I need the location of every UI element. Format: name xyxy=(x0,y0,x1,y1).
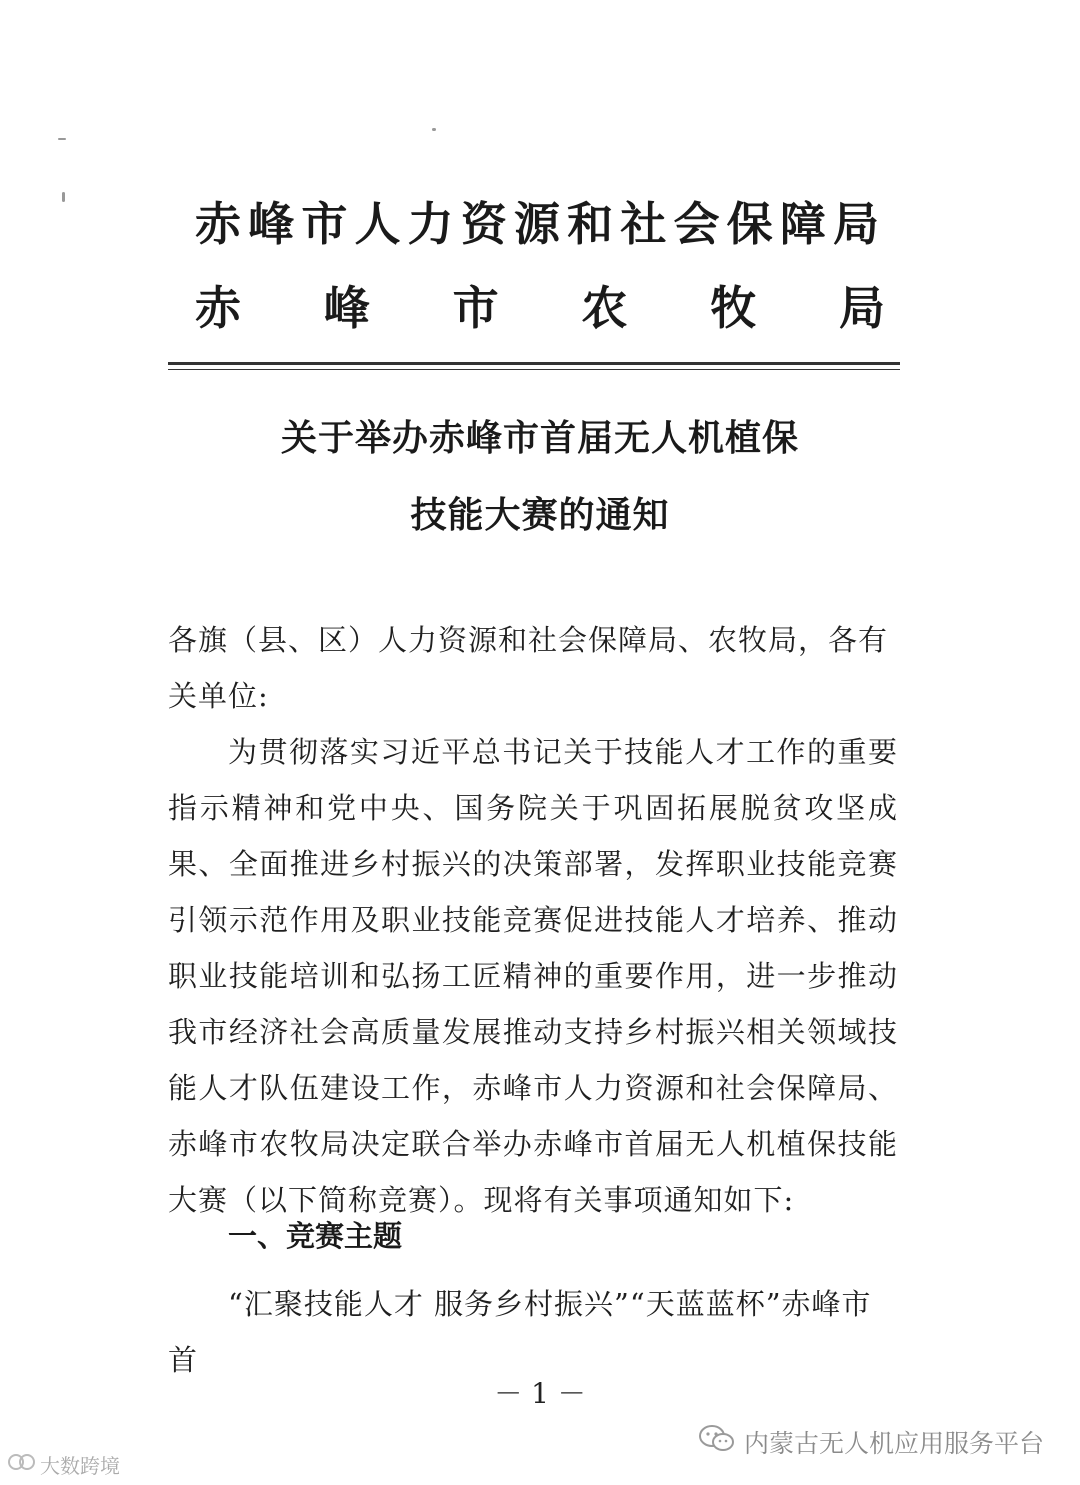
notice-title-line-1: 关于举办赤峰市首届无人机植保 xyxy=(280,417,799,459)
header-divider-thin xyxy=(168,369,900,370)
authority-char: 农 xyxy=(581,281,628,335)
addressee: 各旗（县、区）人力资源和社会保障局、农牧局，各有关单位: xyxy=(168,623,889,713)
watermark-left xyxy=(8,1450,120,1479)
authority-char: 局 xyxy=(838,281,885,335)
authority-char: 市 xyxy=(452,281,499,335)
authority-char: 峰 xyxy=(323,281,370,335)
scan-speck xyxy=(432,128,436,131)
page-number: － 1 － xyxy=(494,1377,586,1410)
logo-icon xyxy=(8,1451,36,1478)
section-text: “汇聚技能人才 服务乡村振兴”“天蓝蓝杯”赤峰市首 xyxy=(168,1287,872,1377)
wechat-icon xyxy=(698,1424,736,1460)
header-divider-thick xyxy=(168,362,900,365)
issuing-authority-line-2 xyxy=(195,272,885,338)
watermark-left-text: 大数跨境 xyxy=(40,1454,120,1478)
authority-char: 赤 xyxy=(195,281,241,335)
authority-char: 牧 xyxy=(710,281,757,335)
watermark-right-text: 内蒙古无人机应用服务平台 xyxy=(743,1429,1044,1458)
notice-title-line-2: 技能大赛的通知 xyxy=(410,494,670,536)
scan-speck xyxy=(62,192,65,202)
body-paragraph: 为贯彻落实习近平总书记关于技能人才工作的重要指示精神和党中央、国务院关于巩固拓展脱贫攻坚成果、全面推进乡村振兴的决策部署，发挥职业技能竞赛引领示范作用及职业技能竞赛促进技能人才培养、推动职业技能培训和弘扬工匠精神的重要作用，进一步推动我市经济社会高质量发展推动支持乡村振兴相关领域技能人才队伍建设工作，赤峰市人力资源和社会保障局、赤峰市农牧局决定联合举办赤峰市首届无人机植保技能大赛（以下简称竞赛）。现将有关事项通知如下: xyxy=(168,735,898,1217)
section-heading: 一、竞赛主题 xyxy=(228,1219,403,1253)
watermark-right xyxy=(698,1424,1044,1460)
scan-speck xyxy=(58,138,66,140)
issuing-authority-line-1: 赤峰市人力资源和社会保障局 xyxy=(195,197,885,251)
